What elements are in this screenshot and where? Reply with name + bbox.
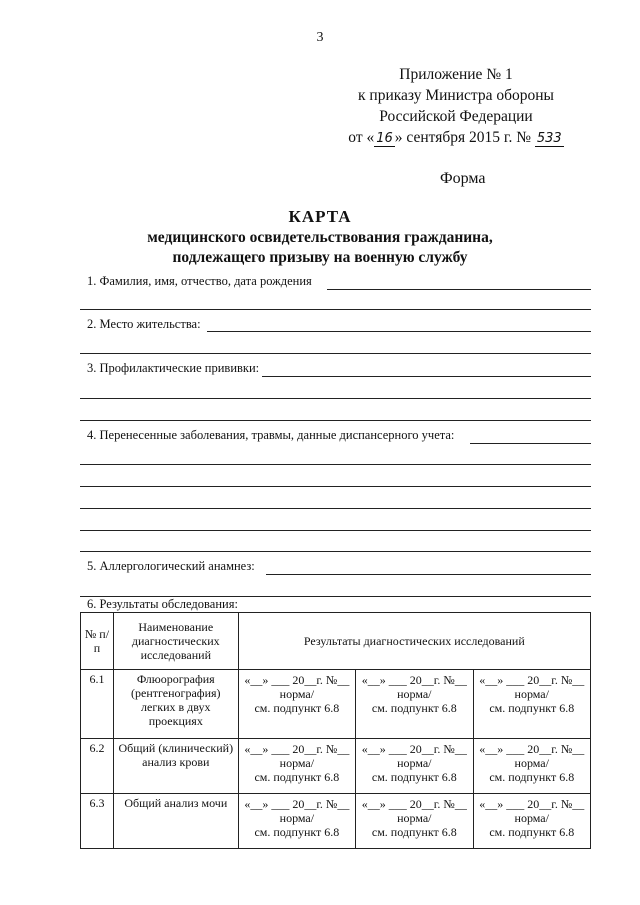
field3-label: 3. Профилактические прививки: xyxy=(87,361,263,376)
date-prefix: от « xyxy=(348,129,375,146)
row-num: 6.1 xyxy=(81,670,114,739)
result-ref: см. подпункт 6.8 xyxy=(254,701,340,715)
appendix-line2: к приказу Министра обороны xyxy=(358,87,554,104)
result-ref: см. подпункт 6.8 xyxy=(254,770,340,784)
field5-fill-line[interactable] xyxy=(266,574,591,575)
result-norm: норма/ xyxy=(397,811,432,825)
appendix-date xyxy=(336,127,576,148)
result-date: «__» ___ 20__г. №__ xyxy=(479,797,585,811)
field4-fill-line-5[interactable] xyxy=(80,530,591,531)
field4-fill-line[interactable] xyxy=(470,443,591,444)
result-date: «__» ___ 20__г. №__ xyxy=(244,797,350,811)
result-ref: см. подпункт 6.8 xyxy=(489,701,575,715)
table-row xyxy=(81,739,591,794)
result-date: «__» ___ 20__г. №__ xyxy=(479,742,585,756)
result-cell[interactable] xyxy=(473,794,590,849)
result-cell[interactable] xyxy=(238,739,355,794)
form-label: Форма xyxy=(440,170,486,187)
result-ref: см. подпункт 6.8 xyxy=(489,770,575,784)
result-cell[interactable] xyxy=(356,670,473,739)
row-name: Флюорография (рентгенография) легких в двух проекциях xyxy=(113,670,238,739)
field3-fill-line-3[interactable] xyxy=(80,420,591,421)
result-ref: см. подпункт 6.8 xyxy=(489,825,575,839)
field4-fill-line-3[interactable] xyxy=(80,486,591,487)
page-number: 3 xyxy=(316,30,324,45)
appendix-block xyxy=(336,64,576,148)
field2-label: 2. Место жительства: xyxy=(87,317,205,332)
result-norm: норма/ xyxy=(279,811,315,825)
handwritten-day: 16 xyxy=(376,131,393,146)
field2-fill-line-2[interactable] xyxy=(80,353,591,354)
header-num: № п/п xyxy=(81,613,114,670)
field2-fill-line[interactable] xyxy=(207,331,591,332)
result-date: «__» ___ 20__г. №__ xyxy=(361,742,467,756)
result-norm: норма/ xyxy=(514,756,549,770)
result-cell[interactable] xyxy=(473,739,590,794)
result-cell[interactable] xyxy=(238,794,355,849)
field4-label: 4. Перенесенные заболевания, травмы, данные диспансерного учета: xyxy=(87,428,458,443)
result-date: «__» ___ 20__г. №__ xyxy=(361,673,467,687)
result-date: «__» ___ 20__г. №__ xyxy=(244,673,350,687)
date-mid: » сентября 2015 г. № xyxy=(394,129,532,146)
results-table xyxy=(80,612,591,849)
result-norm: норма/ xyxy=(279,687,315,701)
field3-fill-line-2[interactable] xyxy=(80,398,591,399)
field5-label: 5. Аллергологический анамнез: xyxy=(87,559,259,574)
field4-fill-line-4[interactable] xyxy=(80,508,591,509)
result-norm: норма/ xyxy=(279,756,315,770)
field4-fill-line-6[interactable] xyxy=(80,551,591,552)
appendix-line1: Приложение № 1 xyxy=(399,66,513,83)
result-date: «__» ___ 20__г. №__ xyxy=(361,797,467,811)
field4-fill-line-2[interactable] xyxy=(80,464,591,465)
handwritten-order-number: 533 xyxy=(536,131,562,146)
table-header-row xyxy=(81,613,591,670)
result-norm: норма/ xyxy=(514,687,549,701)
field1-label: 1. Фамилия, имя, отчество, дата рождения xyxy=(87,274,316,289)
table-row xyxy=(81,670,591,739)
result-cell[interactable] xyxy=(356,794,473,849)
result-date: «__» ___ 20__г. №__ xyxy=(479,673,585,687)
result-cell[interactable] xyxy=(238,670,355,739)
header-results: Результаты диагностических исследований xyxy=(238,613,590,670)
appendix-line3: Российской Федерации xyxy=(379,108,533,125)
result-norm: норма/ xyxy=(514,811,549,825)
field6-label: 6. Результаты обследования: xyxy=(87,597,242,612)
result-cell[interactable] xyxy=(356,739,473,794)
result-ref: см. подпункт 6.8 xyxy=(371,701,457,715)
document-subtitle-1: медицинского освидетельствования гражданина, xyxy=(147,229,493,246)
field1-fill-line[interactable] xyxy=(327,289,591,290)
document-title: КАРТА xyxy=(288,207,352,226)
result-ref: см. подпункт 6.8 xyxy=(254,825,340,839)
row-num: 6.2 xyxy=(81,739,114,794)
row-name: Общий (клинический) анализ крови xyxy=(113,739,238,794)
document-subtitle-2: подлежащего призыву на военную службу xyxy=(172,249,468,266)
field1-fill-line-2[interactable] xyxy=(80,309,591,310)
header-name: Наименование диагностических исследований xyxy=(113,613,238,670)
row-num: 6.3 xyxy=(81,794,114,849)
result-norm: норма/ xyxy=(397,687,432,701)
result-ref: см. подпункт 6.8 xyxy=(371,825,457,839)
table-row xyxy=(81,794,591,849)
row-name: Общий анализ мочи xyxy=(113,794,238,849)
field3-fill-line[interactable] xyxy=(262,376,591,377)
result-norm: норма/ xyxy=(397,756,432,770)
result-date: «__» ___ 20__г. №__ xyxy=(244,742,350,756)
result-ref: см. подпункт 6.8 xyxy=(371,770,457,784)
result-cell[interactable] xyxy=(473,670,590,739)
